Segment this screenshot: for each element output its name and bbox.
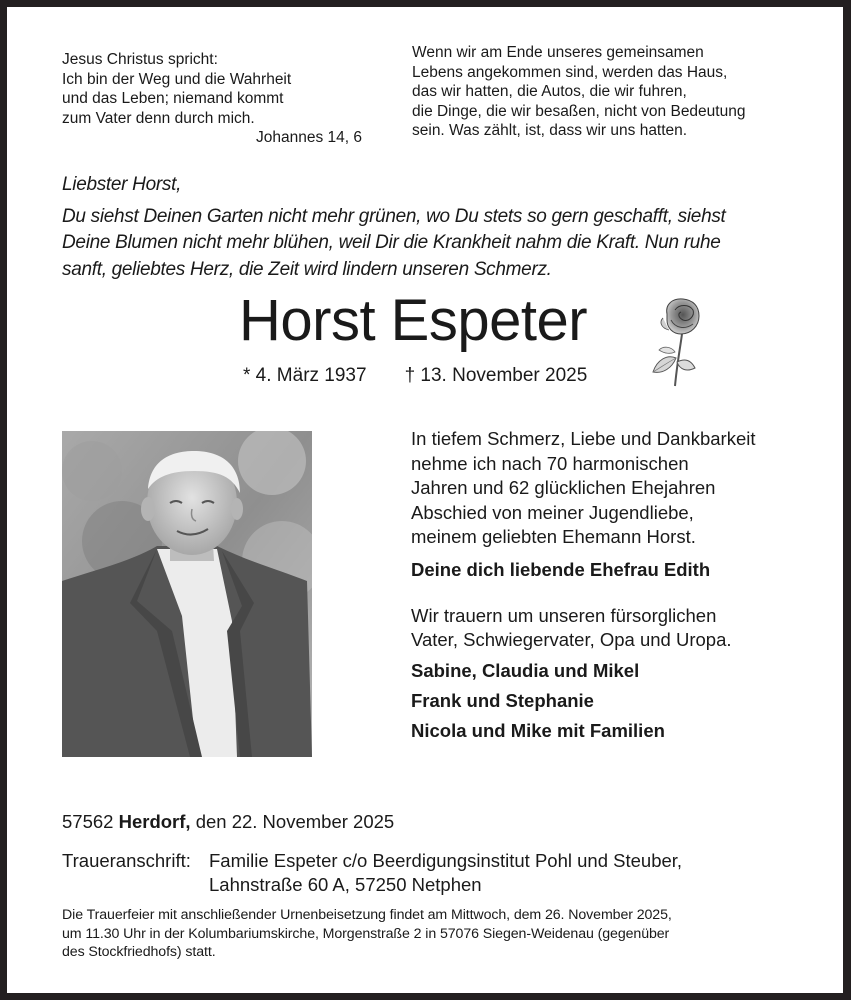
address-label: Traueranschrift: xyxy=(62,850,191,871)
mourner-name: Sabine, Claudia und Mikel xyxy=(411,659,640,681)
city-name: Herdorf, xyxy=(118,811,191,832)
verse-line: zum Vater denn durch mich. xyxy=(62,109,255,127)
mourner-names xyxy=(411,658,831,744)
verse-line: und das Leben; niemand kommt xyxy=(62,90,284,107)
verse-reference: Johannes 14, 6 xyxy=(255,129,362,146)
poem-quote xyxy=(412,43,812,141)
family-notice xyxy=(411,427,831,744)
place-date xyxy=(62,810,394,834)
message-line: nehme ich nach 70 harmonischen xyxy=(411,452,689,474)
ceremony-info xyxy=(62,906,842,962)
death-date: † 13. November 2025 xyxy=(404,365,588,386)
ceremony-line: Die Trauerfeier mit anschließender Urnenbeisetzung findet am Mittwoch, dem 26. November 2025, xyxy=(62,907,672,923)
obituary-card xyxy=(7,7,843,993)
message-line: Wir trauern um unseren fürsorglichen xyxy=(411,604,717,626)
notice-date: den 22. November 2025 xyxy=(195,811,395,832)
address-line: Lahnstraße 60 A, 57250 Netphen xyxy=(209,874,482,895)
birth-date: * 4. März 1937 xyxy=(243,365,367,386)
family-message xyxy=(411,604,831,653)
bible-verse xyxy=(62,50,362,148)
zip-code: 57562 xyxy=(62,811,114,832)
mourner-name: Nicola und Mike mit Familien xyxy=(411,719,665,741)
poem-line: Lebens angekommen sind, werden das Haus, xyxy=(412,63,728,81)
rose-icon xyxy=(639,294,705,390)
poem-line: die Dinge, die wir besaßen, nicht von Bedeutung xyxy=(412,102,746,120)
ceremony-line: um 11.30 Uhr in der Kolumbariumskirche, Morgenstraße 2 in 57076 Siegen-Weidenau (gegenüber xyxy=(62,925,670,942)
message-line: Jahren und 62 glücklichen Ehejahren xyxy=(411,477,716,499)
letter-salutation: Liebster Horst, xyxy=(62,174,182,195)
wife-message xyxy=(411,427,831,550)
address-indent xyxy=(62,873,209,897)
poem-line: das wir hatten, die Autos, die wir fuhren, xyxy=(412,83,687,100)
poem-line: sein. Was zählt, ist, dass wir uns hatten. xyxy=(412,122,688,139)
message-line: meinem geliebten Ehemann Horst. xyxy=(411,526,696,548)
mourner-name: Frank und Stephanie xyxy=(411,689,594,711)
wife-signature: Deine dich liebende Ehefrau Edith xyxy=(411,558,711,580)
message-line: Abschied von meiner Jugendliebe, xyxy=(411,501,694,523)
portrait-photo xyxy=(62,431,312,757)
letter-line: Deine Blumen nicht mehr blühen, weil Dir die Krankheit nahm die Kraft. Nun ruhe xyxy=(62,232,721,253)
message-line: Vater, Schwiegervater, Opa und Uropa. xyxy=(411,629,732,651)
poem-line: Wenn wir am Ende unseres gemeinsamen xyxy=(412,44,704,61)
verse-line: Ich bin der Weg und die Wahrheit xyxy=(62,70,292,88)
address-line: Familie Espeter c/o Beerdigungsinstitut Pohl und Steuber, xyxy=(209,850,683,871)
deceased-name: Horst Espeter xyxy=(239,288,588,353)
message-line: In tiefem Schmerz, Liebe und Dankbarkeit xyxy=(411,428,756,449)
personal-letter xyxy=(62,172,822,283)
mourning-address xyxy=(62,849,682,897)
verse-line: Jesus Christus spricht: xyxy=(62,51,218,68)
ceremony-line: des Stockfriedhofs) statt. xyxy=(62,944,216,960)
life-dates xyxy=(243,364,587,388)
letter-line: Du siehst Deinen Garten nicht mehr grünen, wo Du stets so gern geschafft, siehst xyxy=(62,205,726,227)
letter-line: sanft, geliebtes Herz, die Zeit wird lindern unseren Schmerz. xyxy=(62,258,552,280)
